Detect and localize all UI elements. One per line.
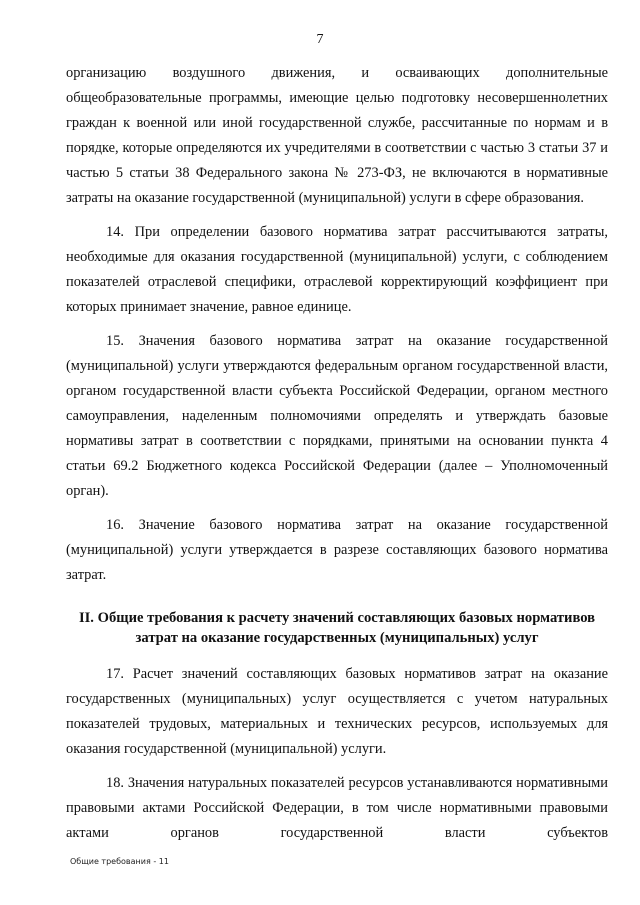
paragraph-18: 18. Значения натуральных показателей ресурсов устанавливаются нормативными правовыми актами Российской Федерации, в том числе нормативными правовыми актами органов государственной власти субъектов: [66, 775, 608, 841]
paragraph-17: 17. Расчет значений составляющих базовых нормативов затрат на оказание государственных (муниципальных) услуг осуществляется с учетом натуральных показателей трудовых, материальных и технических ресурсов, используемых для оказания государственной (муниципальной) услуги.: [66, 666, 608, 757]
footer-note: Общие требования - 11: [70, 857, 169, 866]
paragraph-15: 15. Значения базового норматива затрат на оказание государственной (муниципальной) услуги утверждаются федеральным органом государственной власти, органом государственной власти субъекта Российской Федерации, органом местного самоуправления, наделенным полномочиями определять и утверждать базовые нормативы затрат в соответствии с порядками, принятыми на основании пункта 4 статьи 69.2 Бюджетного кодекса Российской Федерации (далее – Уполномоченный орган).: [66, 333, 608, 499]
paragraph-continued: организацию воздушного движения, и осваивающих дополнительные общеобразовательные программы, имеющие целью подготовку несовершеннолетних граждан к военной или иной государственной службе, рассчитанные по нормам и в порядке, которые определяются их учредителями в соответствии с частью 3 статьи 37 и частью 5 статьи 38 Федерального закона № 273-ФЗ, не включаются в нормативные затраты на оказание государственной (муниципальной) услуги в сфере образования.: [66, 65, 608, 206]
section-heading: II. Общие требования к расчету значений составляющих базовых нормативов затрат на оказание государственных (муниципальных) услуг: [78, 610, 596, 646]
paragraph-14: 14. При определении базового норматива затрат рассчитываются затраты, необходимые для оказания государственной (муниципальной) услуги, с соблюдением показателей отраслевой специфики, отраслевой корректирующий коэффициент при которых принимает значение, равное единице.: [66, 224, 608, 315]
document-body: [66, 61, 608, 855]
page-number: 7: [316, 32, 324, 47]
paragraph-16: 16. Значение базового норматива затрат на оказание государственной (муниципальной) услуги утверждается в разрезе составляющих базового норматива затрат.: [66, 517, 608, 583]
